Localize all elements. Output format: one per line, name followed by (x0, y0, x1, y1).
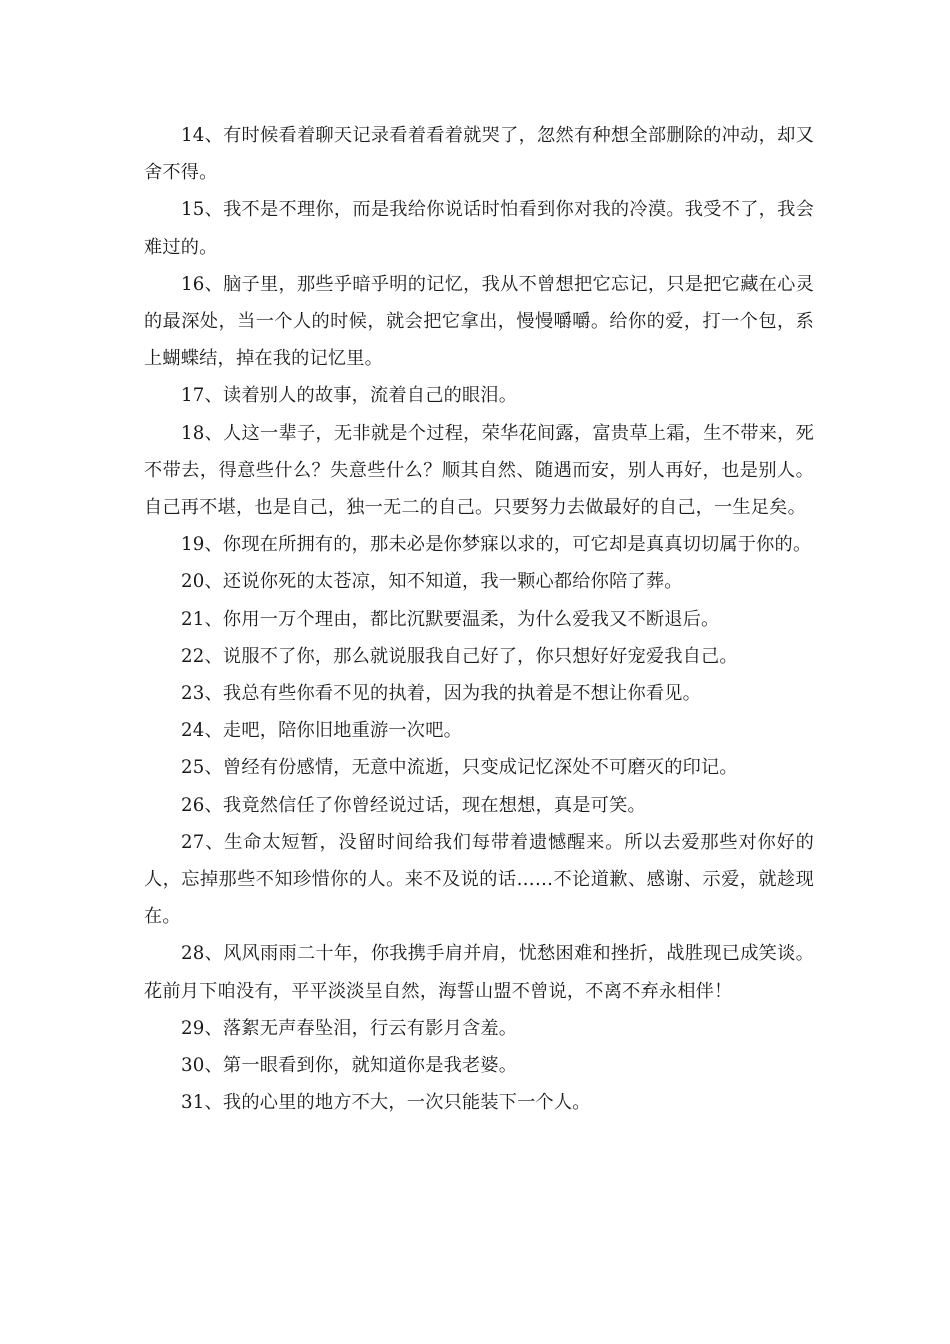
paragraph-26: 26、我竟然信任了你曾经说过话，现在想想，真是可笑。 (181, 794, 646, 816)
paragraph-14: 14、有时候看着聊天记录看着看着就哭了，忽然有种想全部删除的冲动，却又舍不得。 (144, 125, 814, 184)
paragraph-19: 19、你现在所拥有的，那未必是你梦寐以求的，可它却是真真切切属于你的。 (181, 534, 812, 556)
paragraph-25: 25、曾经有份感情，无意中流逝，只变成记忆深处不可磨灭的印记。 (181, 757, 738, 779)
document-body (144, 117, 814, 1121)
paragraph-28: 28、风风雨雨二十年，你我携手肩并肩，忧愁困难和挫折，战胜现已成笑谈。花前月下咱没有，平平淡淡呈自然，海誓山盟不曾说，不离不弃永相伴！ (144, 943, 814, 1002)
paragraph-23: 23、我总有些你看不见的执着，因为我的执着是不想让你看见。 (181, 683, 702, 705)
paragraph-20: 20、还说你死的太苍凉，知不知道，我一颗心都给你陪了葬。 (181, 571, 683, 593)
paragraph-21: 21、你用一万个理由，都比沉默要温柔，为什么爱我又不断退后。 (181, 608, 720, 630)
paragraph-29: 29、落絮无声春坠泪，行云有影月含羞。 (181, 1017, 518, 1039)
paragraph-18: 18、人这一辈子，无非就是个过程，荣华花间露，富贵草上霜，生不带来，死不带去，得意些什么？失意些什么？顺其自然、随遇而安，别人再好，也是别人。自己再不堪，也是自己，独一无二的自己。只要努力去做最好的自己，一生足矣。 (144, 422, 814, 519)
paragraph-15: 15、我不是不理你，而是我给你说话时怕看到你对我的冷漠。我受不了，我会难过的。 (144, 199, 814, 258)
paragraph-16: 16、脑子里，那些乎暗乎明的记忆，我从不曾想把它忘记，只是把它藏在心灵的最深处，当一个人的时候，就会把它拿出，慢慢嚼嚼。给你的爱，打一个包，系上蝴蝶结，掉在我的记忆里。 (144, 273, 814, 370)
paragraph-31: 31、我的心里的地方不大，一次只能装下一个人。 (181, 1092, 591, 1114)
paragraph-27: 27、生命太短暂，没留时间给我们每带着遗憾醒来。所以去爱那些对你好的人，忘掉那些不知珍惜你的人。来不及说的话……不论道歉、感谢、示爱，就趁现在。 (144, 831, 814, 928)
paragraph-17: 17、读着别人的故事，流着自己的眼泪。 (181, 385, 518, 407)
paragraph-22: 22、说服不了你，那么就说服我自己好了，你只想好好宠爱我自己。 (181, 645, 738, 667)
paragraph-30: 30、第一眼看到你，就知道你是我老婆。 (181, 1055, 518, 1077)
paragraph-24: 24、走吧，陪你旧地重游一次吧。 (181, 720, 462, 742)
